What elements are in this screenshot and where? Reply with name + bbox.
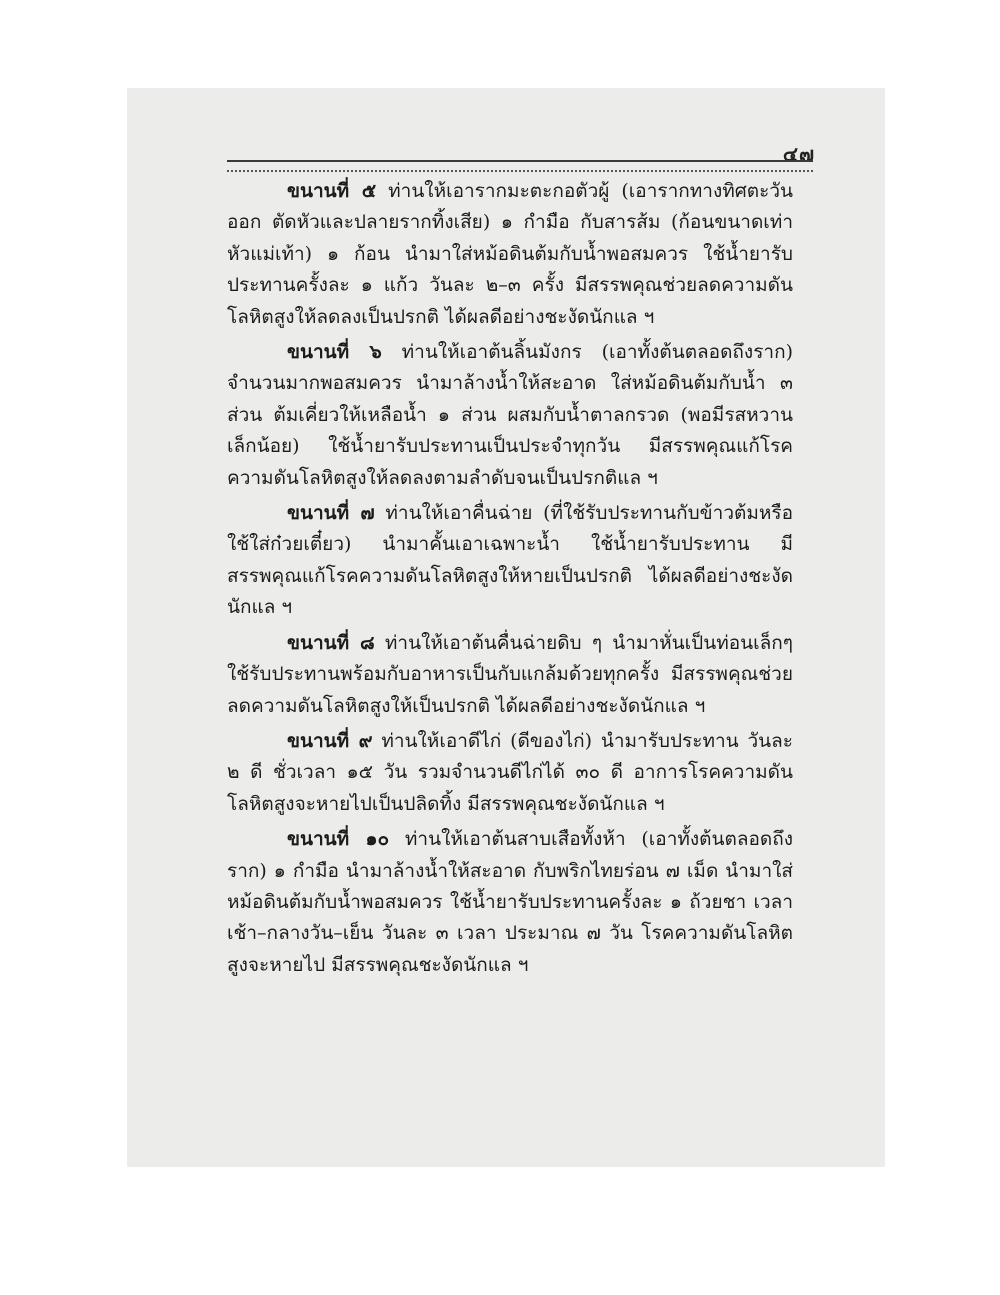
recipe-text: ท่านให้เอาต้นคื่นฉ่ายดิบ ๆ นำมาหั่นเป็นท่อนเล็กๆ ใช้รับประทานพร้อมกับอาหารเป็นกับแกล้มด้วยทุกครั้ง มีสรรพคุณช่วยลดความดันโลหิตสูงให้เป็นปรกติ ได้ผลดีอย่างชะงัดนักแล ฯ: [227, 631, 793, 717]
header-rule: [227, 160, 813, 172]
recipe-text: ท่านให้เอาดีไก่ (ดีของไก่) นำมารับประทาน วันละ ๒ ดี ชั่วเวลา ๑๕ วัน รวมจำนวนดีไก่ได้ ๓๐ ดี อาการโรคความดันโลหิตสูงจะหายไปเป็นปลิดทิ้ง มีสรรพคุณชะงัดนักแล ฯ: [227, 729, 793, 815]
recipe-paragraph-10: [227, 824, 793, 981]
recipe-heading: ขนานที่ ๕: [287, 180, 377, 202]
recipe-heading: ขนานที่ ๑๐: [287, 828, 390, 851]
recipe-text: ท่านให้เอารากมะตะกอตัวผู้ (เอารากทางทิศตะวันออก ตัดหัวและปลายรากทิ้งเสีย) ๑ กำมือ กับสารส้ม (ก้อนขนาดเท่าหัวแม่เท้า) ๑ ก้อน นำมาใส่หม้อดินต้มกับน้ำพอสมควร ใช้น้ำยารับประทานครั้งละ ๑ แก้ว วันละ ๒–๓ ครั้ง มีสรรพคุณช่วยลดความดันโลหิตสูงให้ลดลงเป็นปรกติ ได้ผลดีอย่างชะงัดนักแล ฯ: [227, 180, 794, 328]
recipe-paragraph-6: [227, 337, 793, 494]
recipe-paragraph-5: [227, 176, 793, 333]
recipe-paragraph-9: [227, 726, 793, 820]
recipe-heading: ขนานที่ ๖: [287, 341, 382, 364]
scanned-page: [127, 88, 885, 1167]
recipe-text: ท่านให้เอาต้นสาบเสือทั้งห้า (เอาทั้งต้นตลอดถึงราก) ๑ กำมือ นำมาล้างน้ำให้สะอาด กับพริกไทยร่อน ๗ เม็ด นำมาใส่หม้อดินต้มกับน้ำพอสมควร ใช้น้ำยารับประทานครั้งละ ๑ ถ้วยชา เวลาเช้า–กลางวัน–เย็น วันละ ๓ เวลา ประมาณ ๗ วัน โรคความดันโลหิตสูงจะหายไป มีสรรพคุณชะงัดนักแล ฯ: [227, 828, 793, 976]
recipe-paragraph-8: [227, 628, 793, 722]
recipe-text: ท่านให้เอาต้นลิ้นมังกร (เอาทั้งต้นตลอดถึงราก) จำนวนมากพอสมควร นำมาล้างน้ำให้สะอาด ใส่หม้อดินต้มกับน้ำ ๓ ส่วน ต้มเคี่ยวให้เหลือน้ำ ๑ ส่วน ผสมกับน้ำตาลกรวด (พอมีรสหวานเล็กน้อย) ใช้น้ำยารับประทานเป็นประจำทุกวัน มีสรรพคุณแก้โรคความดันโลหิตสูงให้ลดลงตามลำดับจนเป็นปรกติแล ฯ: [227, 341, 793, 489]
recipe-text: ท่านให้เอาคื่นฉ่าย (ที่ใช้รับประทานกับข้าวต้มหรือใช้ใส่ก๋วยเตี๋ยว) นำมาคั้นเอาเฉพาะน้ำ ใช้น้ำยารับประทาน มีสรรพคุณแก้โรคความดันโลหิตสูงให้หายเป็นปรกติ ได้ผลดีอย่างชะงัดนักแล ฯ: [227, 502, 793, 619]
body-text: [227, 176, 793, 985]
recipe-heading: ขนานที่ ๘: [287, 631, 375, 654]
recipe-paragraph-7: [227, 498, 793, 624]
page-number: ๔๗: [782, 142, 815, 166]
recipe-heading: ขนานที่ ๙: [287, 729, 373, 752]
recipe-heading: ขนานที่ ๗: [287, 502, 375, 525]
